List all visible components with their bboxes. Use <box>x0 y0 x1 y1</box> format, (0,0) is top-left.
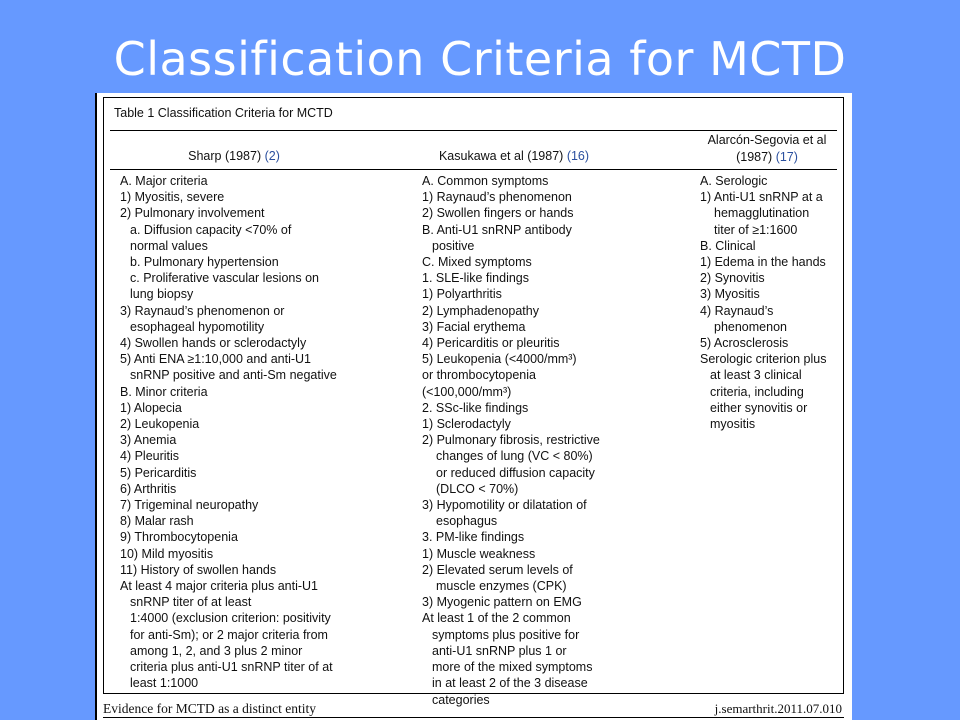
criteria-line: 4) Pericarditis or pleuritis <box>422 336 560 351</box>
criteria-line: or reduced diffusion capacity <box>436 465 595 480</box>
criteria-line: At least 1 of the 2 common <box>422 611 571 626</box>
criteria-line: 5) Acrosclerosis <box>700 336 789 351</box>
criteria-line: muscle enzymes (CPK) <box>436 579 567 594</box>
criteria-line: phenomenon <box>714 319 787 334</box>
criteria-line: Serologic criterion plus <box>700 352 827 367</box>
criteria-line: 1) Raynaud’s phenomenon <box>422 190 572 205</box>
column-body-kasukawa <box>422 173 662 708</box>
column-header-text: Sharp (1987) <box>188 149 265 163</box>
criteria-line: C. Mixed symptoms <box>422 255 532 270</box>
criteria-line: at least 3 clinical <box>710 368 802 383</box>
criteria-line: 1) Alopecia <box>120 400 182 415</box>
criteria-line: 3) Myositis <box>700 287 760 302</box>
criteria-line: symptoms plus positive for <box>432 627 580 642</box>
criteria-line: 4) Raynaud’s <box>700 303 774 318</box>
criteria-line: A. Serologic <box>700 174 768 188</box>
criteria-line: a. Diffusion capacity <70% of <box>130 222 292 237</box>
criteria-line: 1) Polyarthritis <box>422 287 502 302</box>
criteria-line: B. Anti-U1 snRNP antibody <box>422 222 572 237</box>
criteria-line: more of the mixed symptoms <box>432 660 593 675</box>
table-caption: Table 1 Classification Criteria for MCTD <box>114 106 333 120</box>
criteria-line: 10) Mild myositis <box>120 546 214 561</box>
criteria-line: 3) Facial erythema <box>422 319 526 334</box>
criteria-line: 3) Myogenic pattern on EMG <box>422 595 582 610</box>
criteria-line: (DLCO < 70%) <box>436 481 519 496</box>
header-rule-top <box>110 130 837 131</box>
criteria-line: 5) Leukopenia (<4000/mm³) <box>422 352 577 367</box>
criteria-line: among 1, 2, and 3 plus 2 minor <box>130 643 303 658</box>
criteria-line: criteria, including <box>710 384 804 399</box>
criteria-line: 4) Swollen hands or sclerodactyly <box>120 336 307 351</box>
criteria-line: 11) History of swollen hands <box>120 562 277 577</box>
criteria-line: normal values <box>130 238 208 253</box>
criteria-line: changes of lung (VC < 80%) <box>436 449 593 464</box>
criteria-line: 1) Myositis, severe <box>120 190 225 205</box>
criteria-line: (<100,000/mm³) <box>422 384 512 399</box>
criteria-line: criteria plus anti-U1 snRNP titer of at <box>130 660 333 675</box>
criteria-line: A. Major criteria <box>120 174 208 188</box>
criteria-line: c. Proliferative vascular lesions on <box>130 271 319 286</box>
criteria-line: At least 4 major criteria plus anti-U1 <box>120 579 318 594</box>
column-header-text: (1987) <box>736 150 776 164</box>
criteria-line: snRNP titer of at least <box>130 595 252 610</box>
criteria-line: or thrombocytopenia <box>422 368 536 383</box>
criteria-line: 2) Pulmonary fibrosis, restrictive <box>422 433 600 448</box>
reference-link[interactable]: (16) <box>566 149 590 163</box>
criteria-line: esophageal hypomotility <box>130 319 265 334</box>
criteria-line: 1:4000 (exclusion criterion: positivity <box>130 611 331 626</box>
criteria-line: hemagglutination <box>714 206 810 221</box>
criteria-line: 5) Anti ENA ≥1:10,000 and anti-U1 <box>120 352 312 367</box>
slide-title: Classification Criteria for MCTD <box>113 32 847 86</box>
reference-link[interactable]: (2) <box>264 149 280 163</box>
criteria-line: 2) Synovitis <box>700 271 765 286</box>
criteria-line: 4) Pleuritis <box>120 449 180 464</box>
reference-link[interactable]: (17) <box>775 150 798 164</box>
criteria-line: 3) Hypomotility or dilatation of <box>422 498 587 513</box>
criteria-line: 2. SSc-like findings <box>422 400 529 415</box>
criteria-line: 3. PM-like findings <box>422 530 525 545</box>
column-header-kasukawa <box>404 148 624 165</box>
criteria-line: 7) Trigeminal neuropathy <box>120 498 259 513</box>
criteria-line: 6) Arthritis <box>120 481 177 496</box>
criteria-line: lung biopsy <box>130 287 194 302</box>
criteria-line: 2) Leukopenia <box>120 417 200 432</box>
header-rule-bottom <box>110 169 837 170</box>
criteria-line: 1. SLE-like findings <box>422 271 530 286</box>
criteria-line: A. Common symptoms <box>422 174 549 188</box>
criteria-line: 1) Sclerodactyly <box>422 417 511 432</box>
criteria-line: 8) Malar rash <box>120 514 194 529</box>
criteria-line: snRNP positive and anti-Sm negative <box>130 368 337 383</box>
criteria-line: 3) Raynaud’s phenomenon or <box>120 303 285 318</box>
criteria-table <box>103 97 844 707</box>
column-body-alarcon <box>700 173 840 432</box>
column-header-text: Alarcón-Segovia et al <box>707 133 827 147</box>
criteria-line: in at least 2 of the 3 disease <box>432 676 588 691</box>
criteria-line: either synovitis or <box>710 400 808 415</box>
criteria-line: B. Clinical <box>700 238 756 253</box>
column-header-text: Kasukawa et al (1987) <box>438 149 567 163</box>
criteria-line: least 1:1000 <box>130 676 199 691</box>
criteria-line: 1) Edema in the hands <box>700 255 826 270</box>
column-header-alarcon <box>682 132 852 166</box>
criteria-line: 2) Elevated serum levels of <box>422 562 573 577</box>
criteria-line: 5) Pericarditis <box>120 465 197 480</box>
column-header-sharp <box>144 148 324 165</box>
criteria-line: B. Minor criteria <box>120 384 208 399</box>
footer-rule <box>103 717 844 718</box>
document-image <box>95 93 852 720</box>
criteria-line: 2) Pulmonary involvement <box>120 206 265 221</box>
criteria-line: 9) Thrombocytopenia <box>120 530 238 545</box>
criteria-line: b. Pulmonary hypertension <box>130 255 279 270</box>
criteria-line: 2) Lymphadenopathy <box>422 303 539 318</box>
criteria-line: esophagus <box>436 514 498 529</box>
criteria-line: for anti-Sm); or 2 major criteria from <box>130 627 328 642</box>
criteria-line: categories <box>432 692 490 707</box>
criteria-line: positive <box>432 238 475 253</box>
criteria-line: myositis <box>710 417 756 432</box>
criteria-line: 2) Swollen fingers or hands <box>422 206 574 221</box>
column-body-sharp <box>120 173 390 692</box>
criteria-line: 3) Anemia <box>120 433 177 448</box>
footer-source-title: Evidence for MCTD as a distinct entity <box>103 701 316 716</box>
footer-doi: j.semarthrit.2011.07.010 <box>714 701 842 716</box>
criteria-line: 1) Muscle weakness <box>422 546 536 561</box>
criteria-line: titer of ≥1:1600 <box>714 222 798 237</box>
criteria-line: 1) Anti-U1 snRNP at a <box>700 190 823 205</box>
criteria-line: anti-U1 snRNP plus 1 or <box>432 643 567 658</box>
